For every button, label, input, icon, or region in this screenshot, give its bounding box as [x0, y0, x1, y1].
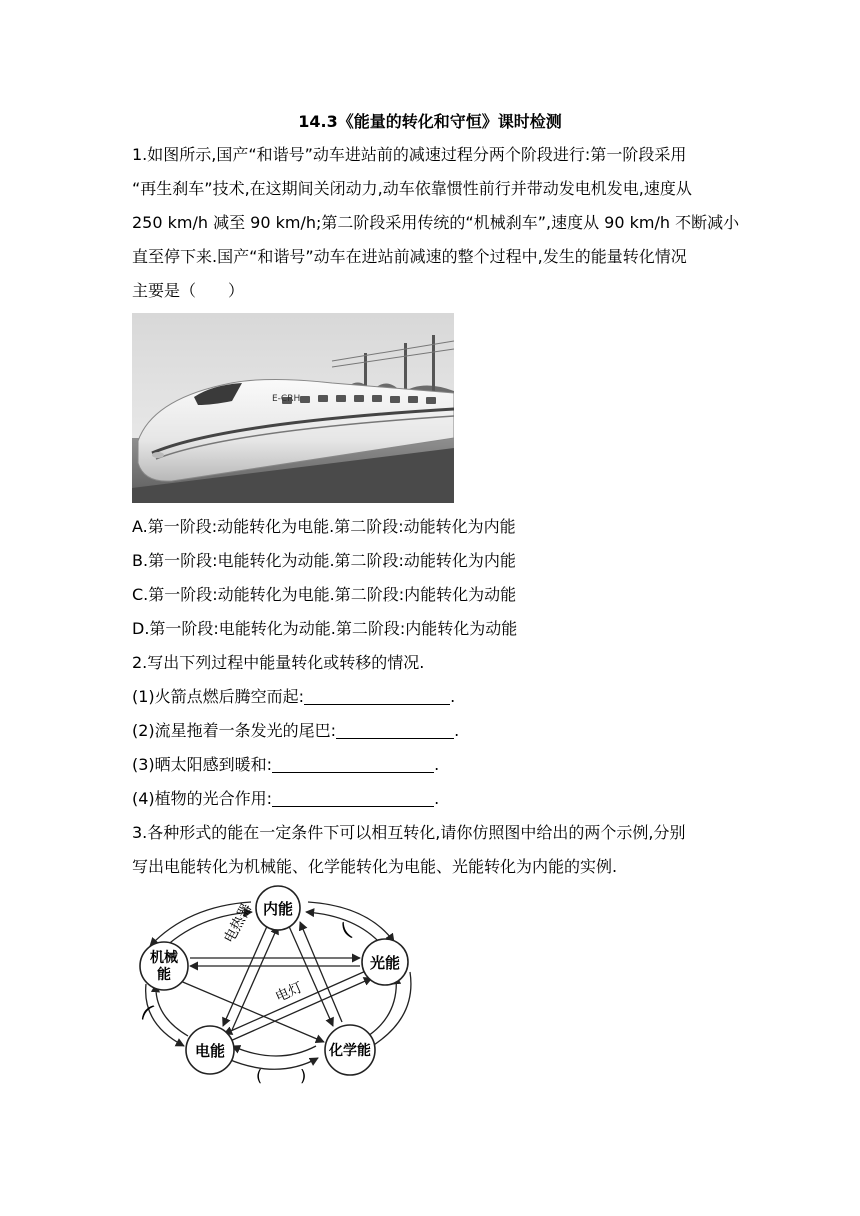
- blank-paren-bottom-open: (: [256, 1066, 263, 1085]
- q2-item-3-end: .: [434, 755, 440, 774]
- q2-answer-blank-2[interactable]: [336, 720, 454, 739]
- q1-line-3: 250 km/h 减至 90 km/h;第二阶段采用传统的“机械刹车”,速度从 90 km/h 不断减小: [132, 213, 740, 232]
- q1-line-5: 主要是（ ）: [132, 281, 245, 300]
- blank-paren-left: (: [136, 999, 159, 1023]
- node-label-chemical: 化学能: [329, 1043, 371, 1059]
- option-c: C.第一阶段:动能转化为电能.第二阶段:内能转化为动能: [132, 585, 517, 604]
- label-heater: 电热器: [221, 901, 256, 946]
- q1-line-1: 1.如图所示,国产“和谐号”动车进站前的减速过程分两个阶段进行:第一阶段采用: [132, 145, 687, 164]
- q2-answer-blank-4[interactable]: [272, 788, 434, 807]
- q2-item-2-text: (2)流星拖着一条发光的尾巴:: [132, 721, 337, 740]
- q2-stem: 2.写出下列过程中能量转化或转移的情况.: [132, 653, 425, 672]
- train-photo: [132, 313, 454, 503]
- q1-line-4: 直至停下来.国产“和谐号”动车在进站前减速的整个过程中,发生的能量转化情况: [132, 247, 687, 266]
- q2-item-1-end: .: [450, 687, 456, 706]
- train-label: E-CRH: [272, 394, 301, 404]
- q1-line-2: “再生刹车”技术,在这期间关闭动力,动车依靠惯性前行并带动发电机发电,速度从: [132, 179, 692, 198]
- q3-line-2: 写出电能转化为机械能、化学能转化为电能、光能转化为内能的实例.: [132, 857, 618, 876]
- node-label-electric: 电能: [194, 1042, 226, 1060]
- node-label-mechanical-1: 机械: [150, 950, 178, 966]
- energy-conversion-diagram: [128, 884, 428, 1089]
- q2-item-2: [132, 714, 732, 748]
- q2-answer-blank-1[interactable]: [304, 686, 450, 705]
- node-label-internal: 内能: [262, 900, 294, 918]
- node-label-light: 光能: [369, 954, 401, 972]
- q2-item-4-text: (4)植物的光合作用:: [132, 789, 273, 808]
- node-label-mechanical-2: 能: [157, 967, 171, 983]
- q3-line-1: 3.各种形式的能在一定条件下可以相互转化,请你仿照图中给出的两个示例,分别: [132, 823, 686, 842]
- q2-item-3-text: (3)晒太阳感到暖和:: [132, 755, 273, 774]
- q2-item-3: [132, 748, 732, 782]
- q2-item-1-text: (1)火箭点燃后腾空而起:: [132, 687, 305, 706]
- blank-paren-top-right: (: [336, 917, 356, 943]
- q2-item-4: [132, 782, 732, 816]
- q2-item-2-end: .: [454, 721, 460, 740]
- q2-item-1: [132, 680, 732, 714]
- blank-paren-bottom-close: ): [300, 1066, 307, 1085]
- label-lamp: 电灯: [273, 979, 306, 1006]
- option-d: D.第一阶段:电能转化为动能.第二阶段:内能转化为动能: [132, 619, 518, 638]
- q2-answer-blank-3[interactable]: [272, 754, 434, 773]
- option-a: A.第一阶段:动能转化为电能.第二阶段:动能转化为内能: [132, 517, 516, 536]
- option-b: B.第一阶段:电能转化为动能.第二阶段:动能转化为内能: [132, 551, 516, 570]
- q2-item-4-end: .: [434, 789, 440, 808]
- page-title: 14.3《能量的转化和守恒》课时检测: [298, 112, 562, 131]
